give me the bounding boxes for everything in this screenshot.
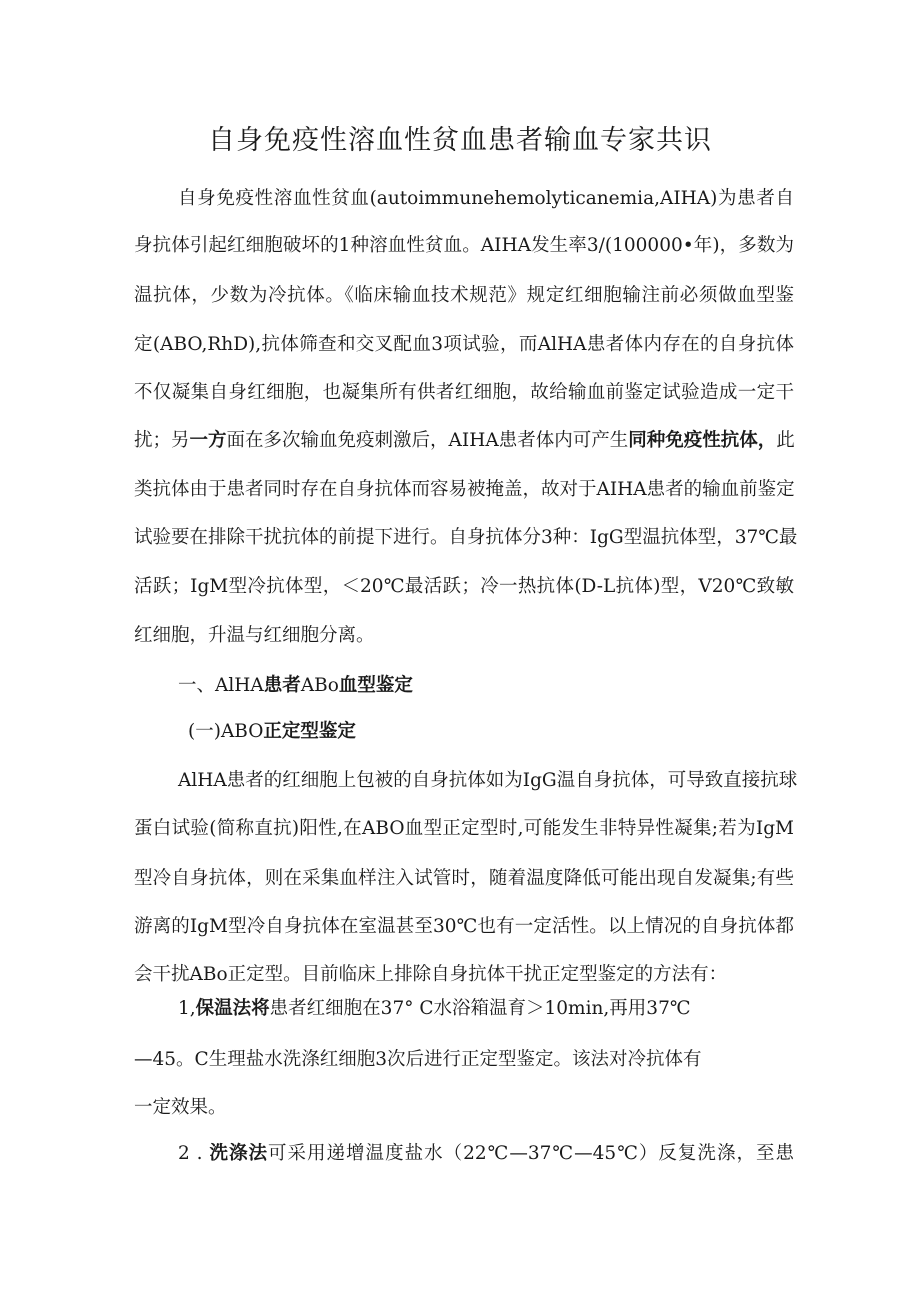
bold-text-run: 血型鉴定 bbox=[338, 675, 413, 696]
text-run: 扰；另 bbox=[134, 430, 190, 451]
list-number: 2 . bbox=[178, 1143, 203, 1164]
text-run: AlHA bbox=[215, 675, 264, 696]
paragraph-line: 类抗体由于患者同时存在自身抗体而容易被掩盖，故对于AIHA患者的输血前鉴定 bbox=[134, 479, 795, 500]
text-run: ABo bbox=[300, 675, 339, 696]
list-number: 1, bbox=[178, 998, 196, 1019]
paragraph-line: 不仅凝集自身红细胞，也凝集所有供者红细胞，故给输血前鉴定试验造成一定干 bbox=[134, 382, 794, 403]
text-run: 面在多次输血免疫刺激后，AIHA患者体内可产生 bbox=[226, 430, 629, 451]
bold-text-run: 保温法将 bbox=[195, 998, 270, 1019]
section-heading bbox=[178, 673, 413, 699]
subsection-heading bbox=[188, 719, 356, 745]
paragraph-line: 会干扰ABo正定型。目前临床上排除自身抗体干扰正定型鉴定的方法有： bbox=[134, 964, 728, 985]
paragraph-line: 温抗体，少数为冷抗体。《临床输血技术规范》规定红细胞输注前必须做血型鉴 bbox=[134, 285, 794, 306]
heading-prefix: (一) bbox=[188, 721, 221, 742]
paragraph-line: —45。C生理盐水洗涤红细胞3次后进行正定型鉴定。该法对冷抗体有 bbox=[134, 1049, 702, 1070]
bold-text-run: 患者 bbox=[263, 675, 301, 696]
document-title: 自身免疫性溶血性贫血患者输血专家共识 bbox=[208, 125, 712, 156]
paragraph-line: 定(ABO,RhD),抗体筛查和交叉配血3项试验，而AlHA患者体内存在的自身抗体 bbox=[134, 334, 794, 355]
paragraph-line: 自身免疫性溶血性贫血(autoimmunehemolyticanemia,AIHA)为患者自 bbox=[178, 188, 794, 209]
list-item bbox=[178, 1141, 794, 1167]
paragraph-line: 身抗体引起红细胞破坏的1种溶血性贫血。AIHA发生率3/(100000•年)，多数为 bbox=[134, 235, 794, 256]
paragraph-line: 试验要在排除干扰抗体的前提下进行。自身抗体分3种：IgG型温抗体型，37℃最 bbox=[134, 527, 798, 548]
text-run: 可采用递增温度盐水（22℃—37℃—45℃）反复洗涤，至患 bbox=[268, 1143, 794, 1164]
paragraph-line: 游离的IgM型冷自身抗体在室温甚至30℃也有一定活性。以上情况的自身抗体都 bbox=[134, 916, 794, 937]
paragraph-line: 红细胞，升温与红细胞分离。 bbox=[134, 625, 375, 646]
text-run: 此 bbox=[776, 430, 795, 451]
paragraph-line: 一定效果。 bbox=[134, 1097, 227, 1118]
paragraph-line: 蛋白试验(简称直抗)阳性,在ABO血型正定型时,可能发生非特异性凝集;若为IgM bbox=[134, 818, 794, 839]
paragraph-line: 活跃；IgM型冷抗体型，＜20℃最活跃；冷一热抗体(D-L抗体)型，V20℃致敏 bbox=[134, 576, 794, 597]
paragraph-line bbox=[134, 428, 794, 454]
bold-text-run: 同种免疫性抗体， bbox=[628, 430, 777, 451]
text-run: 患者红细胞在37° C水浴箱温育＞10min,再用37℃ bbox=[269, 998, 691, 1019]
paragraph-line: 型冷自身抗体，则在采集血样注入试管时，随着温度降低可能出现自发凝集;有些 bbox=[134, 868, 794, 889]
bold-text-run: 一方 bbox=[189, 430, 227, 451]
paragraph-line: AlHA患者的红细胞上包被的自身抗体如为IgG温自身抗体，可导致直接抗球 bbox=[178, 770, 798, 791]
heading-prefix: 一、 bbox=[178, 675, 216, 696]
bold-text-run: 洗涤法 bbox=[209, 1143, 268, 1164]
text-run: ABO bbox=[220, 721, 264, 742]
list-item bbox=[178, 996, 794, 1022]
bold-text-run: 正定型鉴定 bbox=[263, 721, 356, 742]
